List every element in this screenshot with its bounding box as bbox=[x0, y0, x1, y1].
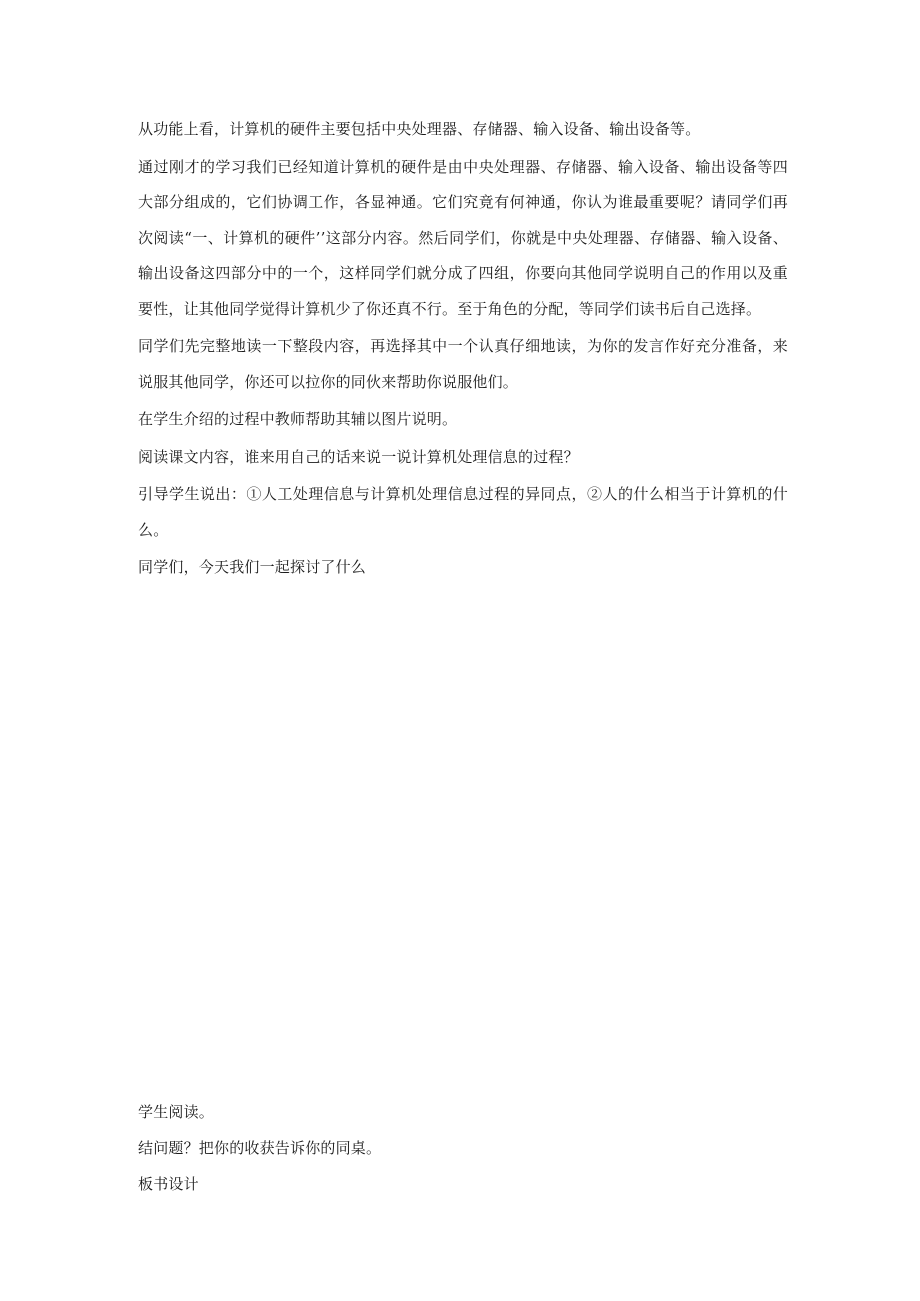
paragraph-reading-preparation: 同学们先完整地读一下整段内容，再选择其中一个认真仔细地读，为你的发言作好充分准备，来说服其他同学，你还可以拉你的同伙来帮助你说服他们。 bbox=[138, 337, 788, 391]
paragraph-hardware-functions: 从功能上看，计算机的硬件主要包括中央处理器、存储器、输入设备、输出设备等。 bbox=[138, 120, 701, 138]
paragraph-teacher-pictures: 在学生介绍的过程中教师帮助其辅以图片说明。 bbox=[138, 410, 458, 428]
upper-text-block bbox=[138, 112, 788, 588]
lower-text-block bbox=[138, 1094, 788, 1202]
paragraph-processing-question: 阅读课文内容，谁来用自己的话来说一说计算机处理信息的过程？ bbox=[138, 447, 579, 466]
paragraph-students-read: 学生阅读。 bbox=[138, 1103, 215, 1121]
paragraph-guide-students: 引导学生说出：①人工处理信息与计算机处理信息过程的异同点，②人的什么相当于计算机的什么。 bbox=[138, 485, 788, 539]
paragraph-summary-question: 同学们，今天我们一起探讨了什么 bbox=[138, 558, 367, 576]
paragraph-share-gains: 结问题？把你的收获告诉你的同桌。 bbox=[138, 1139, 382, 1157]
paragraph-board-design: 板书设计 bbox=[138, 1175, 199, 1193]
paragraph-role-play-instructions: 通过刚才的学习我们已经知道计算机的硬件是由中央处理器、存储器、输入设备、输出设备等四大部分组成的，它们协调工作，各显神通。它们究竟有何神通，你认为谁最重要呢？请同学们再次阅读“一、计算机的硬件’’这部分内容。然后同学们，你就是中央处理器、存储器、输入设备、输出设备这四部分中的一个，这样同学们就分成了四组，你要向其他同学说明自己的作用以及重要性，让其他同学觉得计算机少了你还真不行。至于角色的分配，等同学们读书后自己选择。 bbox=[138, 157, 788, 318]
